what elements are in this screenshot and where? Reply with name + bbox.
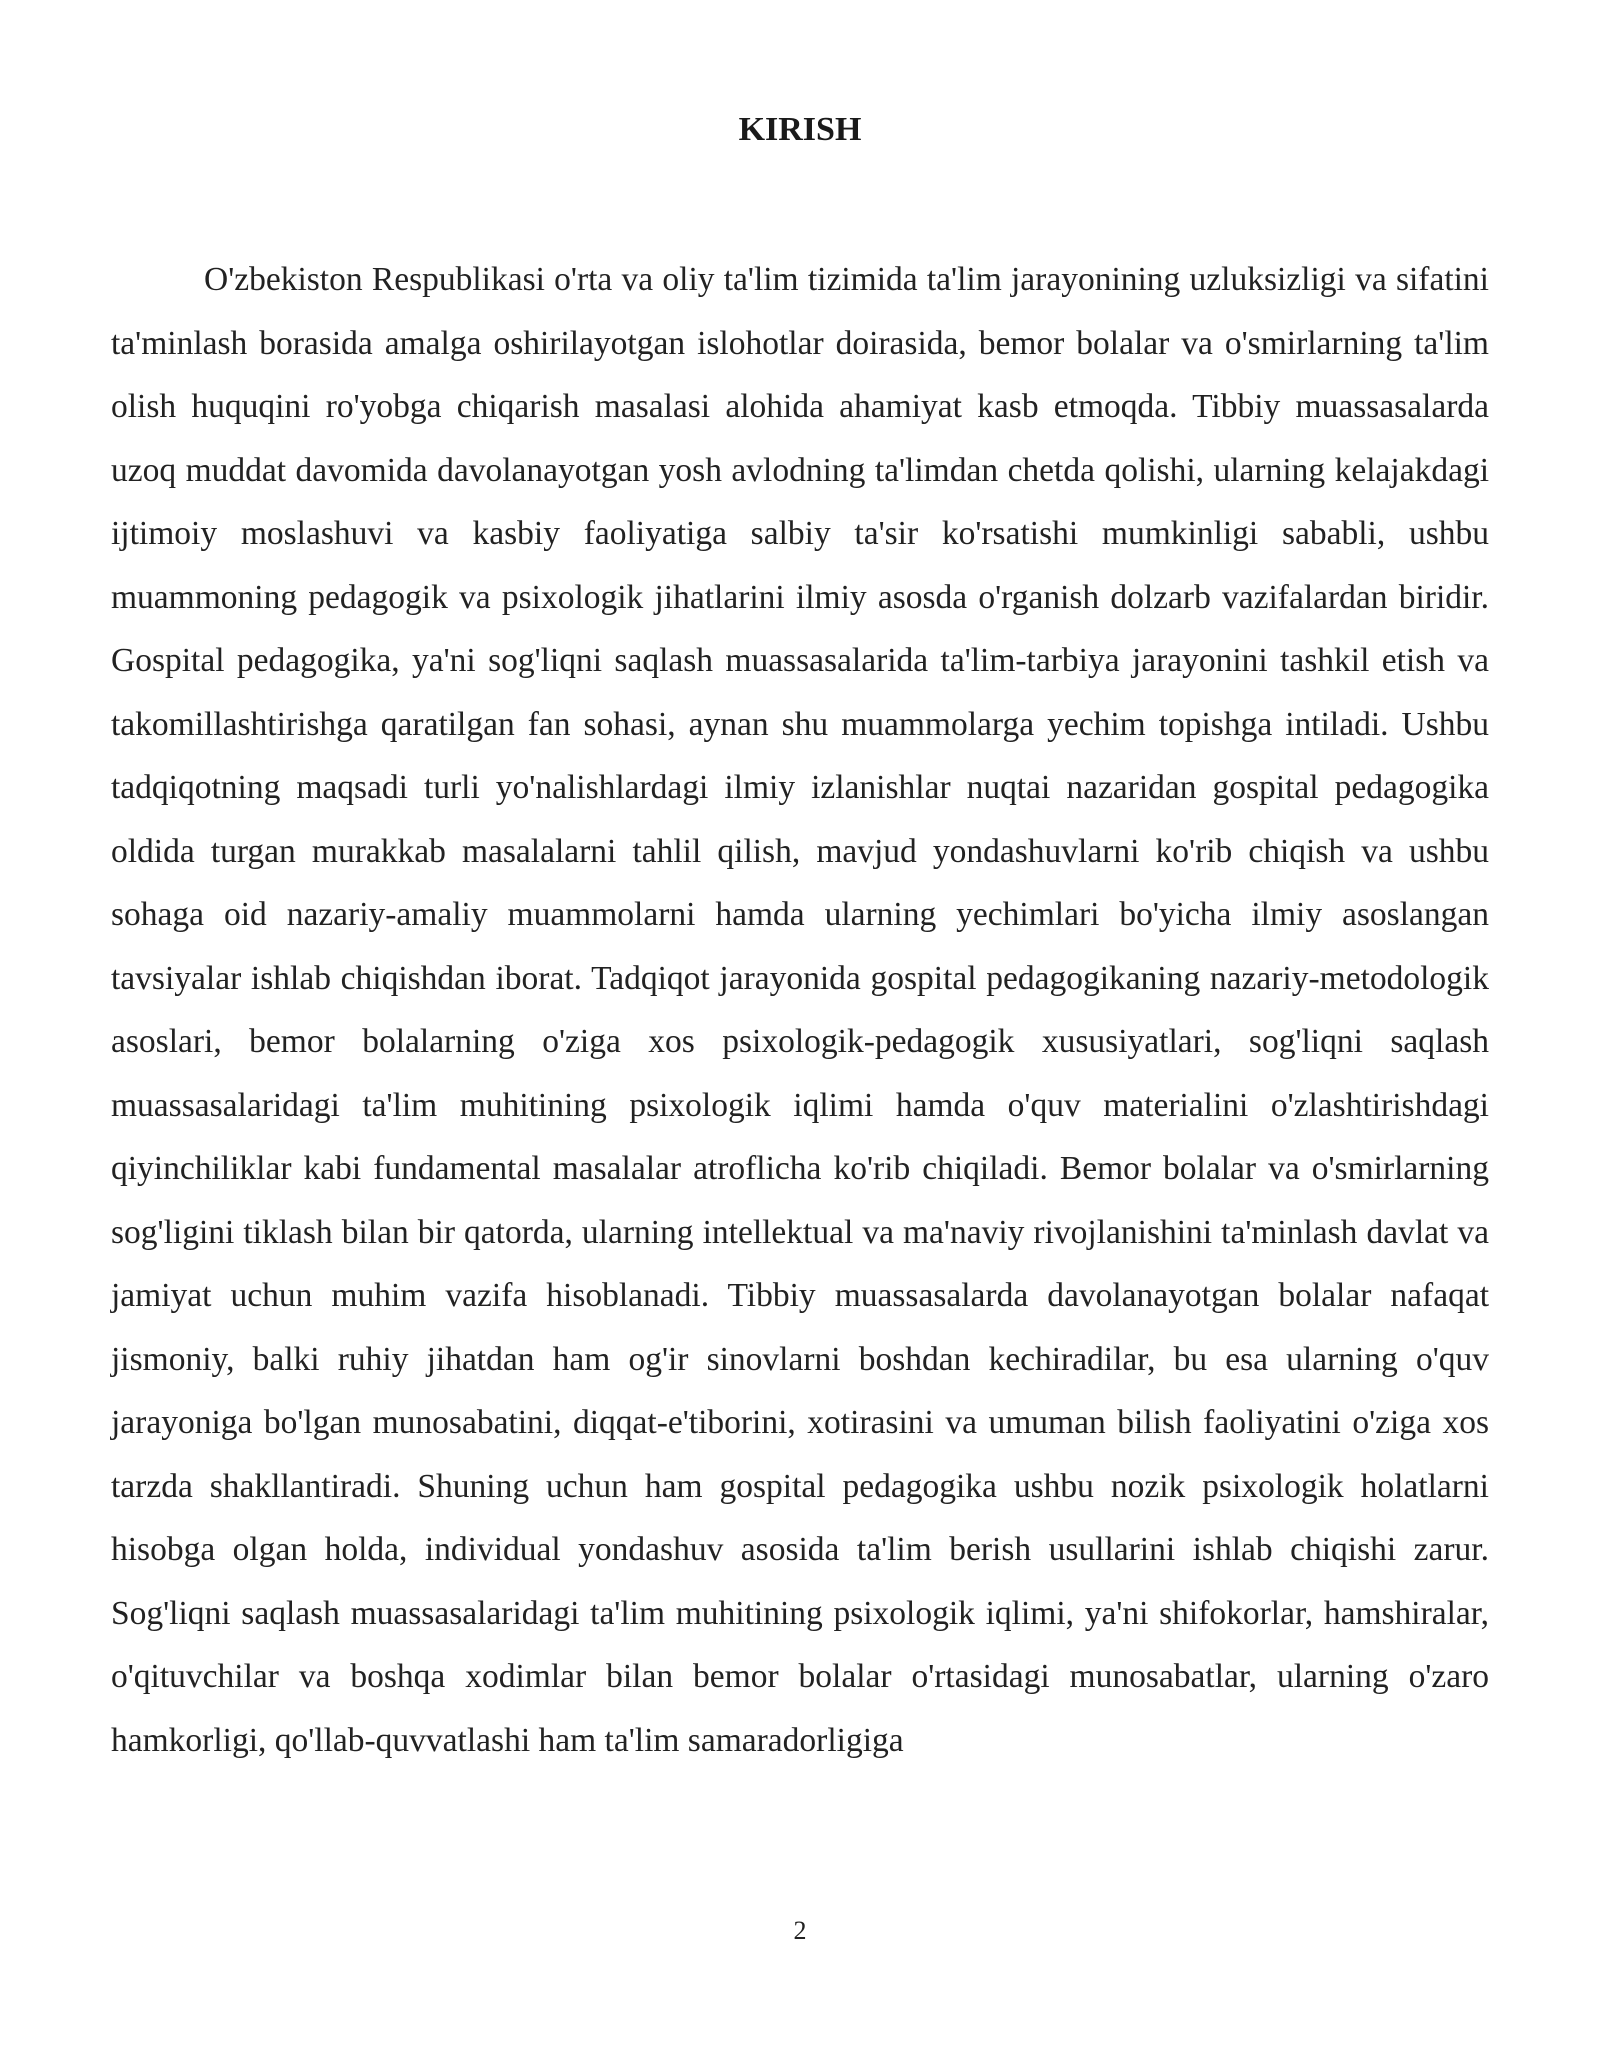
body-paragraph: O'zbekiston Respublikasi o'rta va oliy ta'lim tizimida ta'lim jarayonining uzluksizligi va sifatini ta'minlash borasida amalga oshirilayotgan islohotlar doirasida, bemor bolalar va o'smirlarning ta'lim olish huquqini ro'yobga chiqarish masalasi alohida ahamiyat kasb etmoqda. Tibbiy muassasalarda uzoq muddat davomida davolanayotgan yosh avlodning ta'limdan chetda qolishi, ularning kelajakdagi ijtimoiy moslashuvi va kasbiy faoliyatiga salbiy ta'sir ko'rsatishi mumkinligi sababli, ushbu muammoning pedagogik va psixologik jihatlarini ilmiy asosda o'rganish dolzarb vazifalardan biridir. Gospital pedagogika, ya'ni sog'liqni saqlash muassasalarida ta'lim-tarbiya jarayonini tashkil etish va takomillashtirishga qaratilgan fan sohasi, aynan shu muammolarga yechim topishga intiladi. Ushbu tadqiqotning maqsadi turli yo'nalishlardagi ilmiy izlanishlar nuqtai nazaridan gospital pedagogika oldida turgan murakkab masalalarni tahlil qilish, mavjud yondashuvlarni ko'rib chiqish va ushbu sohaga oid nazariy-amaliy muammolarni hamda ularning yechimlari bo'yicha ilmiy asoslangan tavsiyalar ishlab chiqishdan iborat. Tadqiqot jarayonida gospital pedagogikaning nazariy-metodologik asoslari, bemor bolalarning o'ziga xos psixologik-pedagogik xususiyatlari, sog'liqni saqlash muassasalaridagi ta'lim muhitining psixologik iqlimi hamda o'quv materialini o'zlashtirishdagi qiyinchiliklar kabi fundamental masalalar atroflicha ko'rib chiqiladi. Bemor bolalar va o'smirlarning sog'ligini tiklash bilan bir qatorda, ularning intellektual va ma'naviy rivojlanishini ta'minlash davlat va jamiyat uchun muhim vazifa hisoblanadi. Tibbiy muassasalarda davolanayotgan bolalar nafaqat jismoniy, balki ruhiy jihatdan ham og'ir sinovlarni boshdan kechiradilar, bu esa ularning o'quv jarayoniga bo'lgan munosabatini, diqqat-e'tiborini, xotirasini va umuman bilish faoliyatini o'ziga xos tarzda shakllantiradi. Shuning uchun ham gospital pedagogika ushbu nozik psixologik holatlarni hisobga olgan holda, individual yondashuv asosida ta'lim berish usullarini ishlab chiqishi zarur. Sog'liqni saqlash muassasalaridagi ta'lim muhitining psixologik iqlimi, ya'ni shifokorlar, hamshiralar, o'qituvchilar va boshqa xodimlar bilan bemor bolalar o'rtasidagi munosabatlar, ularning o'zaro hamkorligi, qo'llab-quvvatlashi ham ta'lim samaradorligiga	[111, 261, 1489, 1759]
page-title: KIRISH	[738, 111, 862, 148]
page-number: 2	[793, 1916, 807, 1945]
